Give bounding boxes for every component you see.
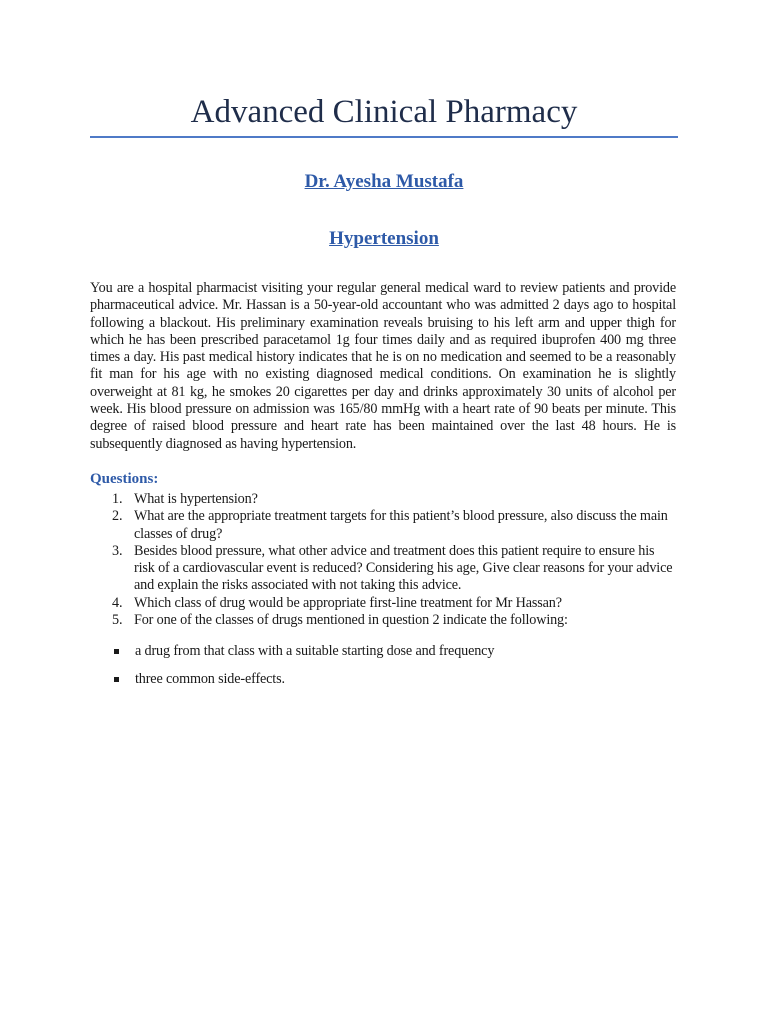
question-text: Besides blood pressure, what other advice and treatment does this patient require to ensure his risk of a cardiovascular event is reduced? Considering his age, Give clear reasons for your advice and explain the risks associated with not taking this advice.	[134, 542, 673, 594]
question-text: What are the appropriate treatment targets for this patient’s blood pressure, also discuss the main classes of drug?	[134, 508, 668, 542]
author-name-text: Dr. Ayesha Mustafa	[304, 171, 464, 192]
question-number: 2.	[112, 508, 123, 525]
question-item	[90, 595, 678, 612]
case-description: You are a hospital pharmacist visiting your regular general medical ward to review patients and provide pharmaceutical advice. Mr. Hassan is a 50-year-old accountant who was admitted 2 days ago to hospital following a blackout. His preliminary examination reveals bruising to his left arm and upper thigh for which he has been prescribed paracetamol 1g four times daily and as required ibuprofen 400 mg three times a day. His past medical history indicates that he is on no medication and seemed to be a reasonably fit man for his age with no existing diagnosed medical conditions. On examination he is slightly overweight at 81 kg, he smokes 20 cigarettes per day and drinks approximately 30 units of alcohol per week. His blood pressure on admission was 165/80 mmHg with a heart rate of 90 beats per minute. This degree of raised blood pressure and heart rate has been maintained over the last 48 hours. He is subsequently diagnosed as having hypertension.	[90, 280, 676, 452]
topic-heading-text: Hypertension	[329, 228, 439, 249]
question-number: 4.	[112, 594, 123, 611]
sub-point-item	[90, 643, 678, 660]
sub-point-text: three common side-effects.	[135, 671, 285, 688]
question-number: 3.	[112, 542, 123, 559]
question-item	[90, 508, 678, 543]
questions-list	[90, 491, 678, 629]
topic-heading	[90, 228, 678, 250]
question-item	[90, 491, 678, 508]
question-text: Which class of drug would be appropriate first-line treatment for Mr Hassan?	[134, 594, 562, 611]
sub-point-item	[90, 671, 678, 688]
question-item	[90, 543, 678, 595]
sub-points-list	[90, 643, 678, 700]
square-bullet-icon	[114, 649, 119, 654]
question-number: 5.	[112, 612, 123, 629]
square-bullet-icon	[114, 677, 119, 682]
question-text: What is hypertension?	[134, 491, 258, 507]
author-name	[90, 171, 678, 193]
sub-point-text: a drug from that class with a suitable starting dose and frequency	[135, 643, 495, 659]
question-item	[90, 612, 678, 629]
title-underline-rule	[90, 136, 678, 138]
document-title: Advanced Clinical Pharmacy	[190, 94, 578, 130]
question-number: 1.	[112, 491, 123, 507]
question-text: For one of the classes of drugs mentioned in question 2 indicate the following:	[134, 612, 568, 629]
questions-heading: Questions:	[90, 471, 159, 487]
